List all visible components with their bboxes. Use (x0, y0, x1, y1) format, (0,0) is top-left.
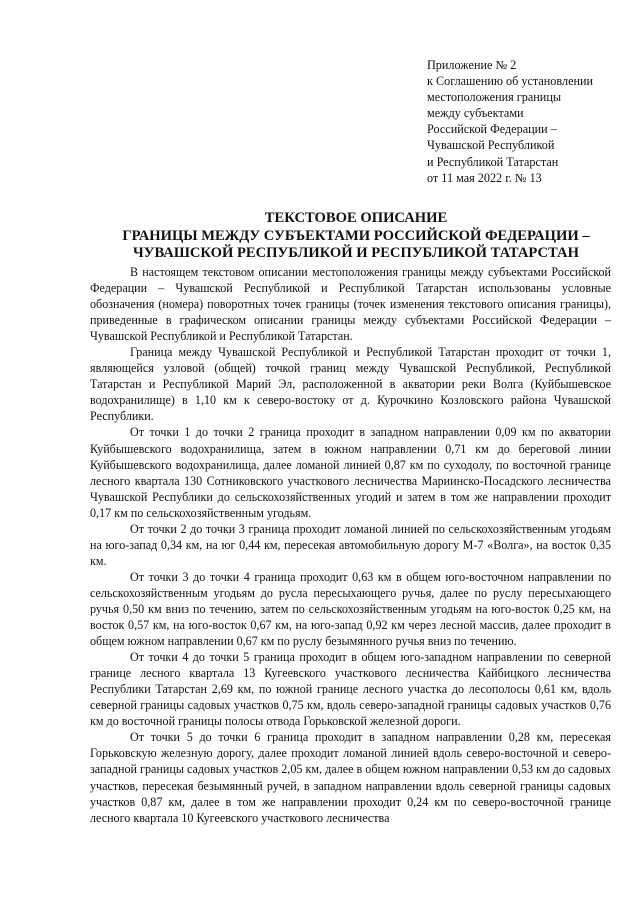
appendix-line: Приложение № 2 (427, 58, 517, 72)
appendix-reference (427, 57, 617, 186)
title-line: ГРАНИЦЫ МЕЖДУ СУБЪЕКТАМИ РОССИЙСКОЙ ФЕДЕРАЦИИ – (122, 227, 590, 244)
appendix-line: между субъектами (427, 106, 524, 121)
body-paragraph: От точки 1 до точки 2 граница проходит в западном направлении 0,09 км по акватории Куйбышевского водохранилища, затем в южном направлении 0,71 км до береговой линии Куйбышевского водохранилища, далее ломаной линией 0,87 км по суходолу, по восточной границе лесного квартала 130 Сотниковского участкового лесничества Мариинско-Посадского лесничества Чувашской Республики до сельскохозяйственных угодий и затем в том же направлении проходит 0,17 км по сельскохозяйственным угодьям. (90, 425, 611, 520)
appendix-line: местоположения границы (427, 90, 562, 105)
appendix-line: от 11 мая 2022 г. № 13 (427, 170, 542, 185)
appendix-line: к Соглашению об установлении (427, 74, 594, 89)
document-title (90, 210, 622, 263)
title-line: ТЕКСТОВОЕ ОПИСАНИЕ (264, 210, 448, 226)
body-paragraph: От точки 3 до точки 4 граница проходит 0,63 км в общем юго-восточном направлении по сельскохозяйственным угодьям до русла пересыхающего ручья, далее по руслу пересыхающего ручья 0,50 км вниз по течению, затем по сельскохозяйственным угодьям на юго-восток 0,25 км, на восток 0,57 км, на юго-восток 0,67 км, на юго-запад 0,92 км через лесной массив, далее проходит в общем южном направлении 0,67 км по руслу безымянного ручья вниз по течению. (90, 569, 611, 649)
title-line: ЧУВАШСКОЙ РЕСПУБЛИКОЙ И РЕСПУБЛИКОЙ ТАТАРСТАН (133, 245, 579, 262)
appendix-line: Чувашской Республикой (427, 138, 555, 153)
appendix-line: Российской Федерации – (427, 122, 557, 137)
document-body (90, 264, 611, 826)
body-paragraph: От точки 5 до точки 6 граница проходит в западном направлении 0,28 км, пересекая Горьковскую железную дорогу, далее проходит ломаной линией вдоль северо-восточной и северо-западной границы садовых участков 2,05 км, далее в общем южном направлении 0,53 км до садовых участков, пересекая безымянный ручей, в западном направлении вдоль северной границы садовых участков 0,87 км, далее в том же направлении проходит 0,24 км по северо-восточной границе лесного квартала 10 Кугеевского участкового лесничества (90, 730, 611, 825)
body-paragraph: В настоящем текстовом описании местоположения границы между субъектами Российской Федерации – Чувашской Республикой и Республикой Татарстан использованы условные обозначения (номера) поворотных точек границы (точек изменения текстового описания границы), приведенные в графическом описании границы между субъектами Российской Федерации – Чувашской Республикой и Республикой Татарстан. (90, 265, 611, 344)
appendix-line: и Республикой Татарстан (427, 154, 559, 169)
body-paragraph: От точки 4 до точки 5 граница проходит в общем юго-западном направлении по северной границе лесного квартала 13 Кугеевского участкового лесничества Кайбицкого лесничества Республики Татарстан 2,69 км, по южной границе лесного участка до лесополосы 0,61 км, вдоль северной границы садовых участков 0,75 км, вдоль северо-западной границы садовых участков 0,76 км до восточной границы полосы отвода Горьковской железной дороги. (90, 650, 611, 729)
body-paragraph: От точки 2 до точки 3 граница проходит ломаной линией по сельскохозяйственным угодьям на юго-запад 0,34 км, на юг 0,44 км, пересекая автомобильную дорогу М-7 «Волга», на восток 0,35 км. (90, 521, 611, 568)
body-paragraph: Граница между Чувашской Республикой и Республикой Татарстан проходит от точки 1, являющейся узловой (общей) точкой границ между Чувашской Республикой, Республикой Татарстан и Республикой Марий Эл, расположенной в акватории реки Волга (Куйбышевское водохранилище) в 1,10 км к северо-востоку от д. Курочкино Козловского района Чувашской Республики. (90, 345, 611, 424)
